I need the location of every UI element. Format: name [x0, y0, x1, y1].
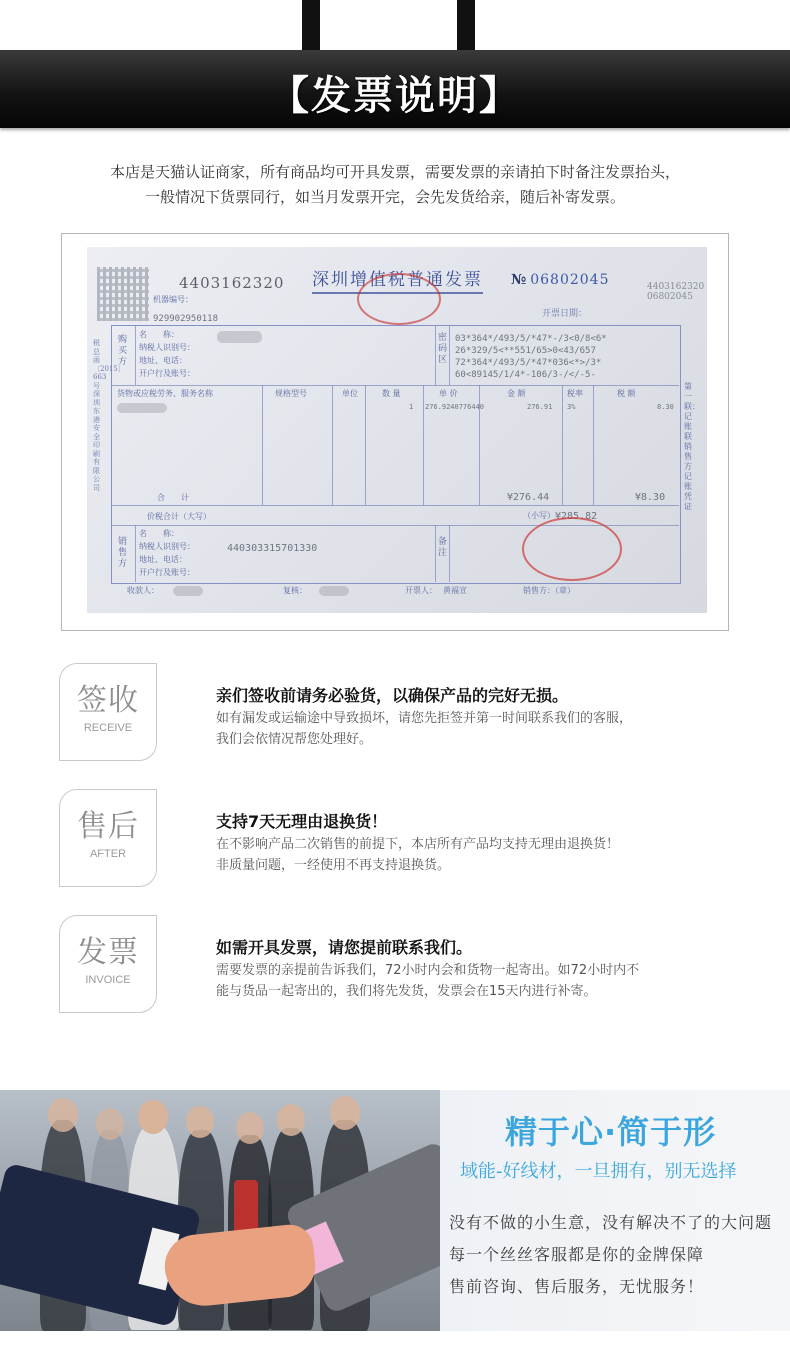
machine-number: 929902950118: [153, 314, 219, 324]
buyer-field-labels: [139, 328, 195, 380]
machine-label: 机器编号：: [153, 295, 193, 304]
service-desc-after-line-1: 在不影响产品二次销售的前提下，本店所有产品均支持无理由退换货！: [216, 837, 620, 852]
invoice-photo-frame: [61, 233, 729, 631]
cipher-area: [455, 333, 607, 381]
side-left-note: 税总函〔2015〕663号深圳东港安全印刷有限公司: [93, 339, 125, 492]
service-desc-invoice-line-1: 需要发票的亲提前告诉我们，72小时内会和货物一起寄出。如72小时内不: [216, 963, 640, 978]
invoice-number: [511, 272, 609, 288]
service-desc-receive: [216, 708, 736, 750]
footer-payee: 收款人：: [127, 586, 159, 595]
seller-label-bank: 开户行及账号：: [139, 568, 195, 577]
cipher-line-1: 03*364*/493/5/*47*-/3<0/8<6*: [455, 334, 607, 344]
row-tax: 8.30: [657, 403, 674, 411]
intro-line-1: 本店是天猫认证商家，所有商品均可开具发票，需要发票的亲请拍下时备注发票抬头，: [109, 163, 680, 181]
col-spec: 规格型号: [275, 389, 307, 398]
seller-label-taxid: 纳税人识别号：: [139, 542, 195, 551]
seller-label-name: 名 称：: [139, 529, 179, 538]
seller-field-labels: [139, 527, 195, 579]
col-price: 单 价: [439, 389, 458, 398]
footer-reviewer: 复核：: [283, 586, 307, 595]
service-item-after: [0, 789, 790, 889]
col-qty: 数 量: [382, 389, 401, 398]
grand-total-label: 价税合计（大写）: [147, 512, 211, 521]
redacted-buyer: [217, 331, 262, 343]
seller-stamp-icon: [522, 517, 622, 581]
number-small-2: 06802045: [647, 292, 693, 302]
col-unit: 单位: [342, 389, 358, 398]
service-title-invoice: 如需开具发票，请您提前联系我们。: [216, 938, 473, 957]
row-qty: 1: [409, 403, 414, 411]
service-item-receive: [0, 663, 790, 763]
slogan-panel: [440, 1090, 790, 1331]
section-header: [0, 50, 790, 128]
invoice-title: 深圳增值税普通发票: [312, 265, 483, 294]
number-small-1: 4403162320: [647, 282, 705, 292]
service-desc-receive-line-1: 如有漏发或运输途中导致损坏，请您先拒签并第一时间联系我们的客服，: [216, 711, 633, 726]
badge-invoice-cn: 发票: [77, 935, 139, 970]
row-rate: 3%: [567, 403, 576, 411]
redacted-goods: [117, 403, 167, 413]
side-seller: 销售方: [118, 537, 128, 569]
page-title: 【发票说明】: [269, 73, 521, 119]
col-amount: 金 额: [507, 389, 526, 398]
service-desc-invoice-line-2: 能与货品一起寄出的，我们将先发货，发票会在15天内进行补寄。: [216, 984, 597, 999]
side-right-note: 第一联：记账联 销售方记账凭证: [684, 382, 700, 511]
date-label: 开票日期：: [542, 309, 588, 319]
service-title-after: 支持7天无理由退换货！: [216, 812, 388, 831]
number-label: №: [511, 272, 527, 288]
grand-small-label: （小写）: [523, 511, 555, 520]
invoice-photo: [87, 247, 707, 613]
service-desc-invoice: [216, 960, 736, 1002]
side-cipher: 密码区: [438, 333, 448, 365]
buyer-label-taxid: 纳税人识别号：: [139, 343, 195, 352]
cipher-line-4: 60<89145/1/4*-106/3-/</-5-: [455, 370, 596, 380]
panel-line-2: 每一个丝丝客服都是你的金牌保障: [449, 1245, 705, 1264]
seller-label-address: 地址、电话：: [139, 555, 187, 564]
hanger-post-left: [302, 0, 320, 52]
col-rate: 税率: [567, 389, 583, 398]
cipher-line-3: 72*364*/493/5/*47*036<*>/3*: [455, 358, 602, 368]
total-tax: ¥8.30: [635, 492, 666, 503]
hanger-post-right: [457, 0, 475, 52]
grand-small-value: ¥285.82: [555, 511, 598, 522]
buyer-label-name: 名 称：: [139, 330, 179, 339]
service-title-receive: 亲们签收前请务必验货，以确保产品的完好无损。: [216, 686, 569, 705]
footer-drawer-name: 黄福宣: [443, 586, 467, 595]
cipher-line-2: 26*329/5<**551/65>0<43/657: [455, 346, 596, 356]
intro-text: [0, 160, 790, 210]
badge-after-en: AFTER: [89, 848, 127, 860]
total-label: 合 计: [157, 493, 189, 502]
panel-line-1: 没有不做的小生意，没有解决不了的大问题: [449, 1213, 773, 1232]
service-item-invoice: [0, 915, 790, 1015]
buyer-label-address: 地址、电话：: [139, 356, 187, 365]
row-unit-price: 276.9240776440: [425, 403, 485, 411]
number-value: 06802045: [530, 272, 610, 288]
qr-code-icon: [97, 267, 149, 321]
redacted-reviewer: [319, 586, 349, 596]
badge-after: [59, 789, 157, 887]
badge-after-cn: 售后: [77, 809, 139, 844]
footer-seller: 销售方：（章）: [523, 586, 575, 595]
invoice-code: 4403162320: [179, 274, 285, 292]
tax-seal-icon: [357, 273, 441, 325]
footer-drawer: 开票人：: [405, 586, 437, 595]
badge-invoice-en: INVOICE: [85, 974, 131, 986]
panel-line-3: 售前咨询、售后服务，无忧服务！: [449, 1277, 705, 1296]
buyer-label-bank: 开户行及账号：: [139, 369, 195, 378]
service-desc-after-line-2: 非质量问题，一经使用不再支持退换货。: [216, 858, 451, 873]
col-tax: 税 额: [617, 389, 636, 398]
side-buyer: 购买方: [118, 335, 128, 367]
row-amount: 276.91: [527, 403, 553, 411]
side-remark: 备注: [438, 537, 448, 558]
badge-receive: [59, 663, 157, 761]
badge-invoice: [59, 915, 157, 1013]
badge-receive-en: RECEIVE: [83, 722, 133, 734]
service-desc-after: [216, 834, 736, 876]
intro-line-2: 一般情况下货票同行，如当月发票开完，会先发货给亲，随后补寄发票。: [144, 188, 625, 206]
invoice-number-small: [647, 282, 704, 302]
total-amount: ¥276.44: [507, 492, 550, 503]
badge-receive-cn: 签收: [77, 683, 139, 718]
redacted-payee: [173, 586, 203, 596]
handshake-photo: [0, 1090, 440, 1331]
slogan-title: 精于心·简于形: [505, 1113, 717, 1151]
col-goods: 货物或应税劳务、服务名称: [117, 389, 213, 398]
seller-tax-id: 440303315701330: [227, 543, 318, 554]
service-desc-receive-line-2: 我们会依情况帮您处理好。: [216, 732, 373, 747]
slogan-subtitle: 域能-好线材，一旦拥有，别无选择: [460, 1161, 737, 1182]
bottom-banner: [0, 1090, 790, 1331]
